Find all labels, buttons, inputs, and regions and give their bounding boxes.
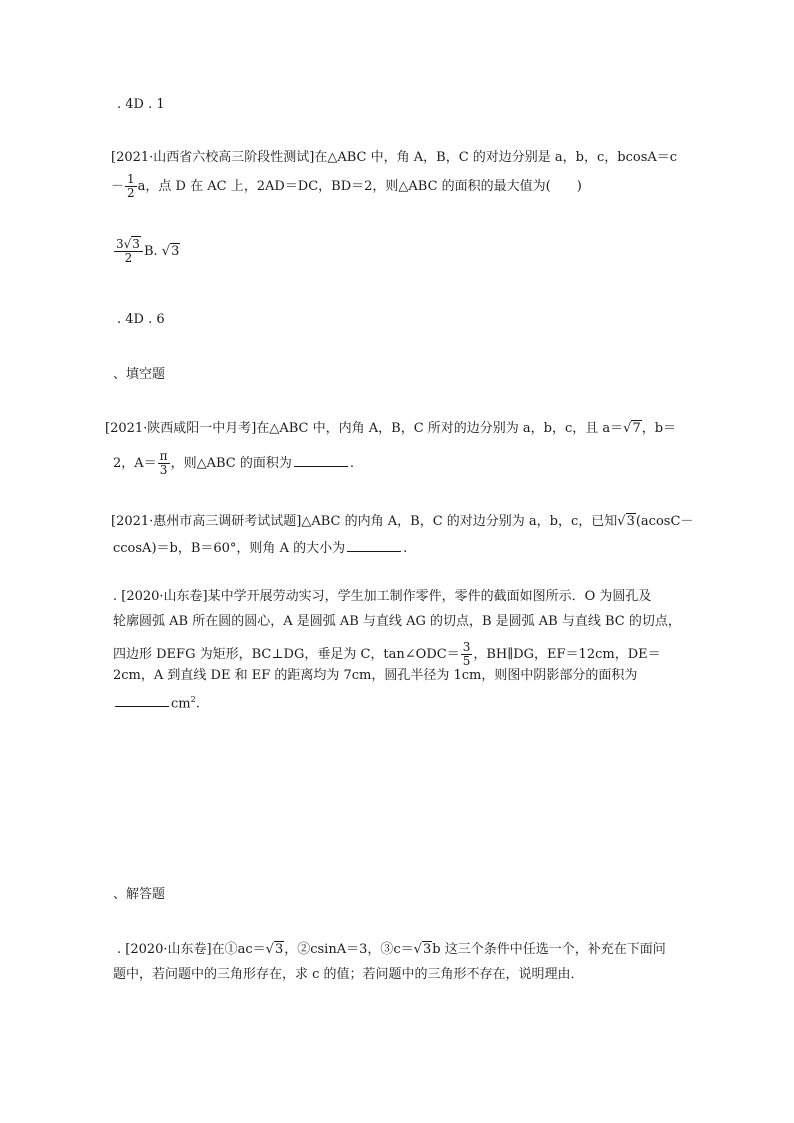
section-title-answer [113, 887, 165, 903]
section-title: 、解答题 [113, 887, 166, 902]
option-b-radicand: 3 [171, 244, 180, 259]
question-3-line-1 [111, 514, 693, 530]
fraction-numerator: 3 [462, 640, 471, 654]
radicand: 3 [422, 942, 432, 957]
question-5-text-d: 题中，若问题中的三角形存在，求 c 的值；若问题中的三角形不存在，说明理由． [113, 967, 584, 982]
question-5-text: . [2020·山东卷]在①ac＝ [117, 942, 266, 957]
unit-superscript: 2 [190, 695, 196, 704]
radicand: 3 [274, 942, 284, 957]
question-5-text-c: b 这三个条件中任选一个，补充在下面问 [432, 942, 666, 957]
question-4-text-5: 2cm，A 到直线 DE 和 EF 的距离均为 7cm，圆孔半径为 1cm，则图中阴影部分的面积为 [113, 668, 638, 683]
fraction-denominator: 5 [462, 654, 471, 668]
options-text-cd: . 4D . 6 [117, 312, 165, 327]
question-2-period: . [349, 456, 354, 471]
question-2-source: [2021·陕西咸阳一中月考] [105, 421, 257, 436]
question-3-text-b: (acosC－ [635, 514, 694, 529]
question-3-line-2 [113, 539, 407, 557]
fraction-one-half [125, 173, 137, 200]
fraction-denominator: 3 [159, 463, 168, 477]
question-4-line-4 [113, 668, 637, 684]
question-1-text: 在△ABC 中，角 A，B，C 的对边分别是 a，b，c，bcosA＝c [314, 150, 678, 165]
section-title-fill [113, 367, 165, 383]
question-3-text-c: ccosA)＝b，B＝60°，则角 A 的大小为 [113, 541, 346, 556]
question-2-text: 在△ABC 中，内角 A，B，C 所对的边分别为 a，b，c，且 a＝ [256, 421, 624, 436]
question-4-text-3: 四边形 DEFG 为矩形，BC⊥DG，垂足为 C，tan∠ODC＝ [113, 647, 460, 662]
sqrt-three: √3 [617, 514, 635, 529]
question-1-text-cont: a，点 D 在 AC 上，2AD＝DC，BD＝2，则△ABC 的面积的最大值为( ) [137, 179, 582, 194]
question-3-text: △ABC 的内角 A，B，C 的对边分别为 a，b，c，已知 [301, 514, 618, 529]
fraction-numerator: 1 [127, 172, 135, 186]
minus-sign: － [111, 179, 125, 194]
option-a-fraction [114, 238, 143, 265]
question-5-text-b: ，②csinA＝3，③c＝ [284, 942, 414, 957]
options-row-1 [117, 97, 165, 113]
fraction-three-fifths [461, 641, 473, 668]
sqrt-three-b: √3 [413, 942, 432, 957]
sqrt-symbol: √3 [123, 237, 140, 251]
section-title: 、填空题 [113, 367, 166, 382]
answer-blank [115, 694, 169, 707]
option-a-radicand: 3 [132, 237, 140, 251]
option-b-sqrt: √3 [161, 244, 180, 259]
question-5-line-1 [117, 942, 666, 958]
question-4-line-5 [113, 692, 200, 712]
options-row-2 [113, 238, 180, 265]
question-3-period: . [403, 541, 408, 556]
unit-text: cm [171, 696, 191, 712]
question-3-source: [2021·惠州市高三调研考试试题] [111, 514, 302, 529]
fraction-denominator: 2 [127, 186, 135, 200]
question-2-text-b: ，b＝ [641, 421, 677, 436]
question-2-line-2 [113, 450, 354, 477]
fraction-numerator: π [159, 449, 168, 463]
question-4-line-3 [113, 641, 661, 668]
options-row-3 [117, 312, 165, 328]
question-4-period: . [195, 696, 200, 712]
question-4-line-2 [113, 614, 681, 630]
sqrt-seven: √7 [623, 421, 641, 436]
question-5-line-2 [113, 967, 584, 983]
option-a-denominator: 2 [124, 251, 133, 265]
question-1-source: [2021·山西省六校高三阶段性测试] [111, 150, 315, 165]
radicand: 3 [626, 514, 635, 529]
fraction-pi-third [158, 450, 170, 477]
question-4-text-2: 轮廓圆弧 AB 所在圆的圆心，A 是圆弧 AB 与直线 AG 的切点，B 是圆弧 AB 与直线 BC 的切点， [113, 614, 681, 629]
question-4-line-1 [113, 589, 651, 605]
options-text: . 4D . 1 [117, 97, 165, 112]
question-1-line-1 [111, 150, 677, 166]
question-4-text: . [2020·山东卷]某中学开展劳动实习，学生加工制作零件，零件的截面如图所示．O 为圆孔及 [113, 589, 652, 604]
question-1-line-2 [111, 173, 582, 200]
answer-blank [347, 539, 401, 552]
option-b-label: B. [143, 244, 162, 259]
option-a-coef: 3 [116, 237, 124, 251]
question-4-text-4: ，BH∥DG，EF＝12cm，DE＝ [473, 647, 661, 662]
sqrt-three: √3 [265, 942, 284, 957]
question-2-text-d: ，则△ABC 的面积为 [170, 456, 292, 471]
radicand: 7 [632, 421, 641, 436]
question-2-line-1 [105, 421, 676, 437]
answer-blank [294, 454, 348, 467]
question-2-text-c: 2，A＝ [113, 456, 157, 471]
